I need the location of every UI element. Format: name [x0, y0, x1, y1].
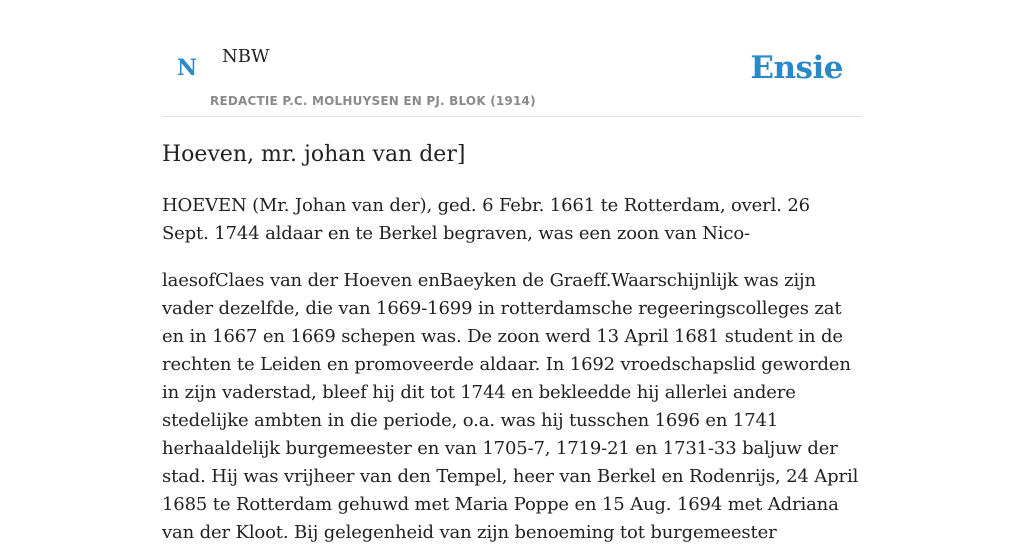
source-logo[interactable]: N: [177, 55, 198, 81]
page-header: [162, 0, 862, 117]
source-subtitle: REDACTIE P.C. MOLHUYSEN EN PJ. BLOK (1914): [210, 94, 536, 108]
article-paragraph: laesofClaes van der Hoeven enBaeyken de Graeff.Waarschijnlijk was zijn vader dezelfde, die van 1669-1699 in rotterdamsche regeeringscolleges zat en in 1667 en 1669 schepen was. De zoon werd 13 April 1681 student in de rechten te Leiden en promoveerde aldaar. In 1692 vroedschapslid geworden in zijn vaderstad, bleef hij dit tot 1744 en bekleedde hij allerlei andere stedelijke ambten in die periode, o.a. was hij tusschen 1696 en 1741 herhaaldelijk burgemeester en van 1705-7, 1719-21 en 1731-33 baljuw der stad. Hij was vrijheer van den Tempel, heer van Berkel en Rodenrijs, 24 April 1685 te Rotterdam gehuwd met Maria Poppe en 15 Aug. 1694 met Adriana van der Kloot. Bij gelegenheid van zijn benoeming tot burgemeester: [162, 270, 859, 543]
article-title: Hoeven, mr. johan van der]: [162, 142, 466, 167]
article-paragraph: HOEVEN (Mr. Johan van der), ged. 6 Febr. 1661 te Rotterdam, overl. 26 Sept. 1744 aldaar en te Berkel begraven, was een zoon van Nico-: [162, 195, 810, 244]
source-name[interactable]: NBW: [222, 46, 270, 67]
brand-logo[interactable]: Ensie: [750, 50, 843, 86]
